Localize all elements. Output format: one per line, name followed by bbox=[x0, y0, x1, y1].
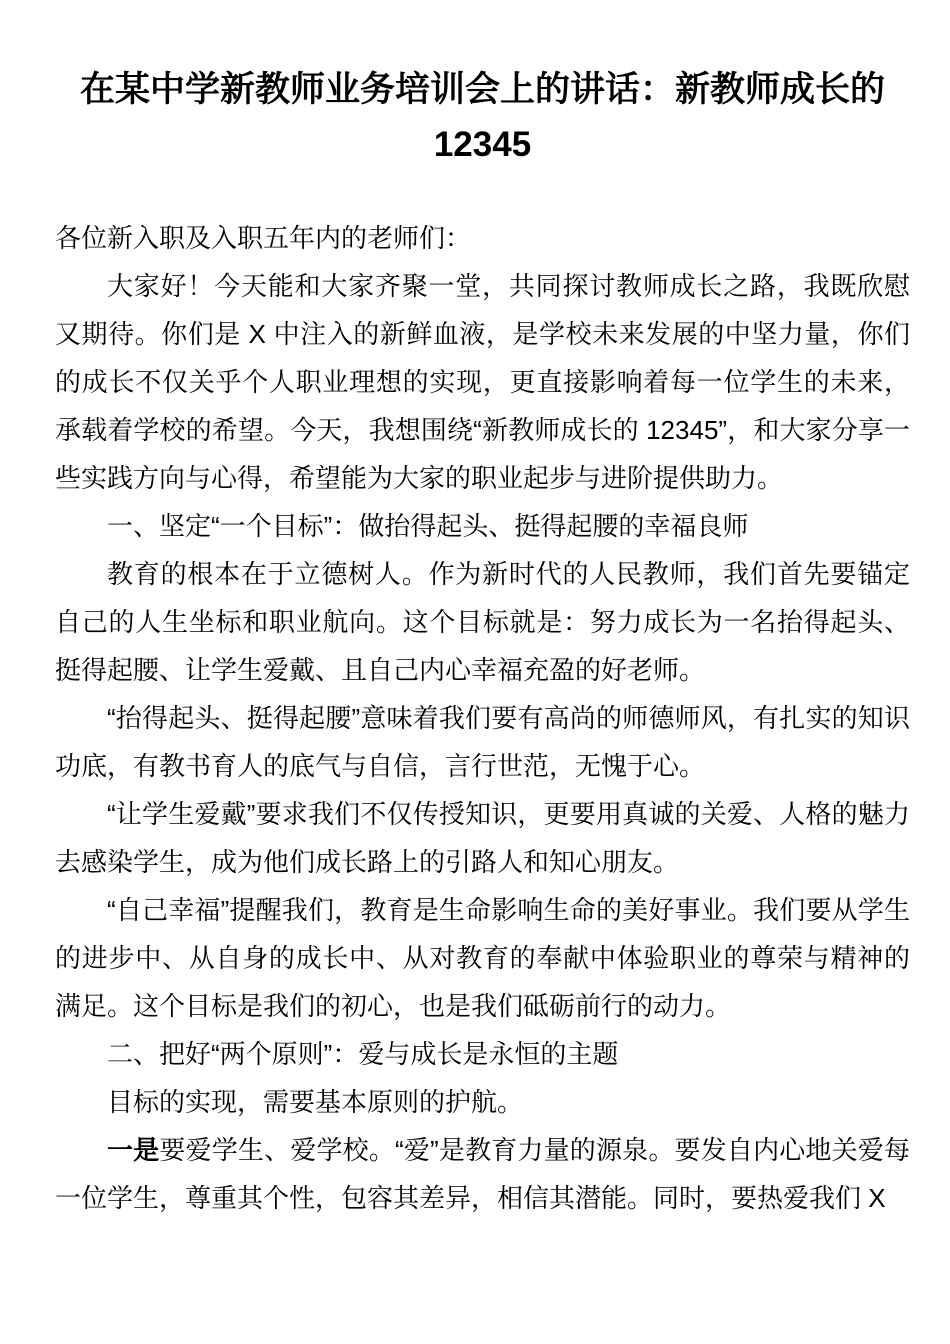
paragraph: “自己幸福”提醒我们，教育是生命影响生命的美好事业。我们要从学生的进步中、从自身的成长中、从对教育的奉献中体验职业的尊荣与精神的满足。这个目标是我们的初心，也是我们砥砺前行的动力。 bbox=[55, 895, 910, 1021]
paragraph: 教育的根本在于立德树人。作为新时代的人民教师，我们首先要锚定自己的人生坐标和职业航向。这个目标就是：努力成长为一名抬得起头、挺得起腰、让学生爱戴、且自己内心幸福充盈的好老师。 bbox=[55, 559, 910, 685]
section-heading-one: 一、坚定“一个目标”：做抬得起头、挺得起腰的幸福良师 bbox=[107, 511, 749, 541]
paragraph: 目标的实现，需要基本原则的护航。 bbox=[107, 1087, 524, 1117]
salutation: 各位新入职及入职五年内的老师们： bbox=[55, 223, 472, 253]
section-heading-two: 二、把好“两个原则”：爱与成长是永恒的主题 bbox=[107, 1039, 619, 1069]
paragraph-intro: 大家好！今天能和大家齐聚一堂，共同探讨教师成长之路，我既欣慰又期待。你们是 X 中注入的新鲜血液，是学校未来发展的中坚力量，你们的成长不仅关乎个人职业理想的实现，更直接影响着每一位学生的未来，承载着学校的希望。今天，我想围绕“新教师成长的 12345”，和大家分享一些实践方向与心得，希望能为大家的职业起步与进阶提供助力。 bbox=[55, 271, 910, 493]
document-body bbox=[55, 214, 910, 1222]
paragraph: “抬得起头、挺得起腰”意味着我们要有高尚的师德师风，有扎实的知识功底，有教书育人的底气与自信，言行世范，无愧于心。 bbox=[55, 703, 910, 781]
document-title: 在某中学新教师业务培训会上的讲话：新教师成长的12345 bbox=[79, 70, 885, 164]
paragraph: “让学生爱戴”要求我们不仅传授知识，更要用真诚的关爱、人格的魅力去感染学生，成为他们成长路上的引路人和知心朋友。 bbox=[55, 799, 910, 877]
bold-run: 一是 bbox=[107, 1135, 160, 1165]
paragraph: 一是要爱学生、爱学校。“爱”是教育力量的源泉。要发自内心地关爱每一位学生，尊重其个性，包容其差异，相信其潜能。同时，要热爱我们 X bbox=[55, 1135, 910, 1213]
